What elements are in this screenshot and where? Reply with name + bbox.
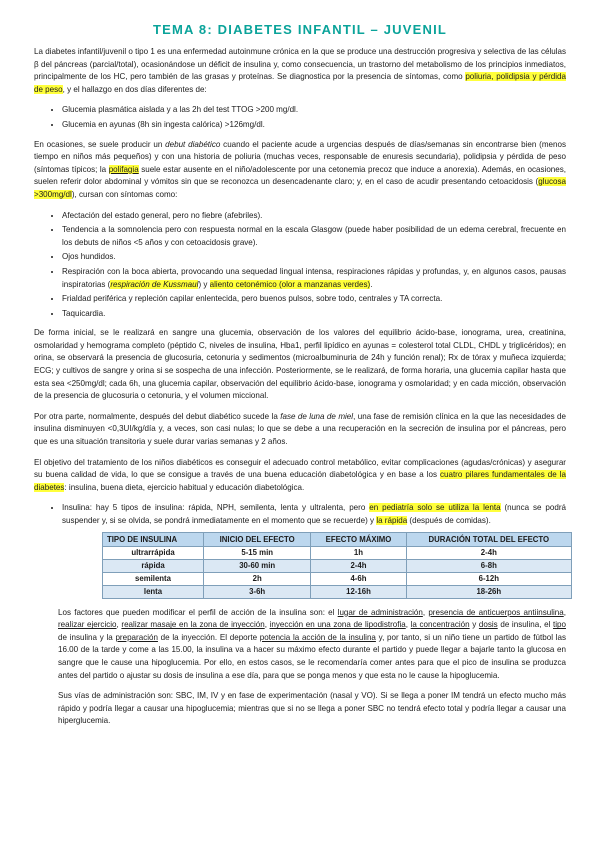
list-item: • Insulina: hay 5 tipos de insulina: rápida, NPH, semilenta, lenta y ultralenta, pero en pediatría solo se utiliza la lenta (nunca se podrá suspender y, si se olvida, se pondrá inmediatamente en el momento que se recuerde) y la rápida (después de comidas). xyxy=(62,502,566,527)
paragraph-intro xyxy=(34,46,566,96)
table-row xyxy=(103,546,572,559)
paragraph-debut xyxy=(34,139,566,202)
paragraph-tests: De forma inicial, se le realizará en sangre una glucemia, observación de los valores del equilibrio ácido-base, ionograma, urea, creatinina, osmolaridad y hemograma completo (péptido C, niveles de insulina, Hba1, perfil lipídico en ayunas = colesterol total CLDL, CHDL y triglicéridos); en orina, se observará la presencia de glucosuria, cetonuria y sedimentos (microalbuminuria de 24h y función renal); Rx de tórax y muñeca izquierda; ECG; y cultivos de sangre y orina si se sospecha de una infección. Posteriormente, se le realizará, de forma horaria, una glucemia capilar hasta que esta sea <250mg/dl; cada 6h, una glucemia capilar, observación del equilibrio ácido-base, ionograma y osmolaridad; y en cada micción, observación de la presencia de glucosuria o cetonuria, y el volumen miccional. xyxy=(34,328,566,401)
list-item: • Glucemia en ayunas (8h sin ingesta calórica) >126mg/dl. xyxy=(62,119,566,132)
text: , y el hallazgo en dos días diferentes de: xyxy=(62,84,207,94)
list-item: • Ojos hundidos. xyxy=(62,251,566,264)
table-row xyxy=(103,585,572,598)
list-item: • Taquicardia. xyxy=(62,308,566,321)
table-cell: 1h xyxy=(311,546,406,559)
table-header: TIPO DE INSULINA xyxy=(103,532,204,546)
table-cell: 30-60 min xyxy=(204,559,311,572)
italic-term: fase de luna de miel xyxy=(280,411,354,421)
table-cell: 6-8h xyxy=(406,559,571,572)
table-cell: rápida xyxy=(103,559,204,572)
text: Por otra parte, normalmente, después del debut diabético sucede la xyxy=(34,411,281,421)
insulin-list xyxy=(34,502,566,527)
table-cell: semilenta xyxy=(103,572,204,585)
paragraph-routes: Sus vías de administración son: SBC, IM, IV y en fase de experimentación (nasal y VO). Si se llega a poner IM tendrá un efecto mucho más rápido y podría llegar a causar una hipoglucemia; mientras que si no se llega a poner SBC no tendrá efecto total y podría llegar a causar una hiperglucemia. xyxy=(58,691,566,726)
table-cell: 4-6h xyxy=(311,572,406,585)
symptom-list xyxy=(34,210,566,321)
highlight: glucosa >300mg/dl xyxy=(34,177,566,199)
table-header: DURACIÓN TOTAL DEL EFECTO xyxy=(406,532,571,546)
insulin-table xyxy=(102,532,572,599)
table-cell: 2h xyxy=(204,572,311,585)
table-row xyxy=(103,572,572,585)
text: : insulina, buena dieta, ejercicio habitual y educación diabetológica. xyxy=(64,482,305,492)
highlight: cuatro pilares fundamentales de la diabetes xyxy=(34,470,567,492)
table-cell: 2-4h xyxy=(311,559,406,572)
highlight: aliento cetonémico (olor a manzanas verdes) xyxy=(209,279,371,289)
table-row xyxy=(103,559,572,572)
table-cell: ultrarrápida xyxy=(103,546,204,559)
table-cell: 5-15 min xyxy=(204,546,311,559)
list-item: • Respiración con la boca abierta, provocando una sequedad lingual intensa, respiraciones rápidas y profundas, y, en algunos casos, pausas inspiratorias (respiración de Kussmaul) y aliento cetonémico (olor a manzanas verdes). xyxy=(62,266,566,291)
table-header: EFECTO MÁXIMO xyxy=(311,532,406,546)
table-header-row xyxy=(103,532,572,546)
highlight: polifagia xyxy=(108,164,139,174)
highlight: poliuria, polidipsia y pérdida de peso xyxy=(34,72,566,94)
list-item: • Afectación del estado general, pero no fiebre (afebriles). xyxy=(62,210,566,223)
text: suele estar ausente en el niño/adolescente por una cetonemia precoz que induce a anorexia). Además, en ocasiones, suelen referir dolor abdominal y vómitos sin que se reconozca un desencadenante claro; y, en el caso de acudir presentando cetoacidosis ( xyxy=(34,164,566,187)
list-item: • Glucemia plasmática aislada y a las 2h del test TTOG >200 mg/dl. xyxy=(62,104,566,117)
text: , una fase de remisión clínica en la que las necesidades de insulina disminuyen <0,3UI/kg/día y, a veces, son casi nulas; lo que se debe a una recuperación en la secreción de insulina por el páncreas, pero que es una situación transitoria y suele durar varias semanas y 2 años. xyxy=(34,411,566,447)
paragraph-factors: Los factores que pueden modificar el perfil de acción de la insulina son: el lugar de administración, presencia de anticuerpos antiinsulina, realizar ejercicio, realizar masaje en la zona de inyección, inyección en una zona de lipodistrofia, la concentración y dosis de insulina, el tipo de insulina y la preparación de la inyección. El deporte potencia la acción de la insulina y, por tanto, si un niño tiene un partido de fútbol las 16.00 de la tarde y come a las 15.00, la insulina va a hacer su máximo efecto durante el partido y puede llegar a bajarle tanto la glucosa en sangre que le cause una hipoglucemia. Por ello, en estos casos, se le recomendaría comer antes para que el pico de insulina se produzca antes del partido o ajustar su dosis de insulina a ese día, para que se ponga menos y que esta no le cause la hipoglucemia. xyxy=(58,607,567,680)
list-item: • Frialdad periférica y repleción capilar enlentecida, pero buenos pulsos, sobre todo, centrales y TA correcta. xyxy=(62,293,566,306)
text: ), cursan con síntomas como: xyxy=(71,189,178,199)
table-cell: 12-16h xyxy=(311,585,406,598)
highlight: la rápida xyxy=(376,516,408,525)
text: La diabetes infantil/juvenil o tipo 1 es una enfermedad autoinmune crónica en la que se produce una destrucción progresiva y selectiva de las células β del páncreas (parcial/total), ocasionándose un déficit de insulina y, como consecuencia, un trastorno del metabolismo de los principios inmediatos, principalmente de los HC, pero también de las grasas y proteínas. Se diagnostica por la presencia de síntomas, como xyxy=(34,47,566,82)
diagnosis-list xyxy=(34,104,566,131)
text: cuando el paciente acude a urgencias después de días/semanas sin encontrarse bien (menos tiempo en niños más pequeños) y con una historia de poliuria (muchas veces, responsable de enuresis secundaria), polidipsia y pérdida de peso (síntomas típicos; la xyxy=(34,139,566,174)
highlight: respiración de Kussmaul xyxy=(110,279,199,289)
paragraph-honeymoon xyxy=(34,411,566,449)
table-cell: 3-6h xyxy=(204,585,311,598)
highlight: en pediatría solo se utiliza la lenta xyxy=(369,503,501,513)
text: El objetivo del tratamiento de los niños diabéticos es conseguir el adecuado control metabólico, evitar complicaciones (agudas/crónicas) y asegurar su buena calidad de vida, lo que se consigue a través de una buena educación diabetológica y en base a los xyxy=(34,457,566,480)
text: En ocasiones, se suele producir un xyxy=(34,139,166,149)
italic-term: debut diabético xyxy=(165,139,221,149)
paragraph-treatment xyxy=(34,457,566,495)
table-cell: 6-12h xyxy=(406,572,571,585)
table-cell: 2-4h xyxy=(406,546,571,559)
table-cell: 18-26h xyxy=(406,585,571,598)
page-title: TEMA 8: DIABETES INFANTIL – JUVENIL xyxy=(152,22,448,37)
list-item: • Tendencia a la somnolencia pero con respuesta normal en la escala Glasgow (puede haber posibilidad de un edema cerebral, frecuente en los debuts de niños <5 años y con cetoacidosis grave). xyxy=(62,224,566,249)
table-header: INICIO DEL EFECTO xyxy=(204,532,311,546)
table-cell: lenta xyxy=(103,585,204,598)
